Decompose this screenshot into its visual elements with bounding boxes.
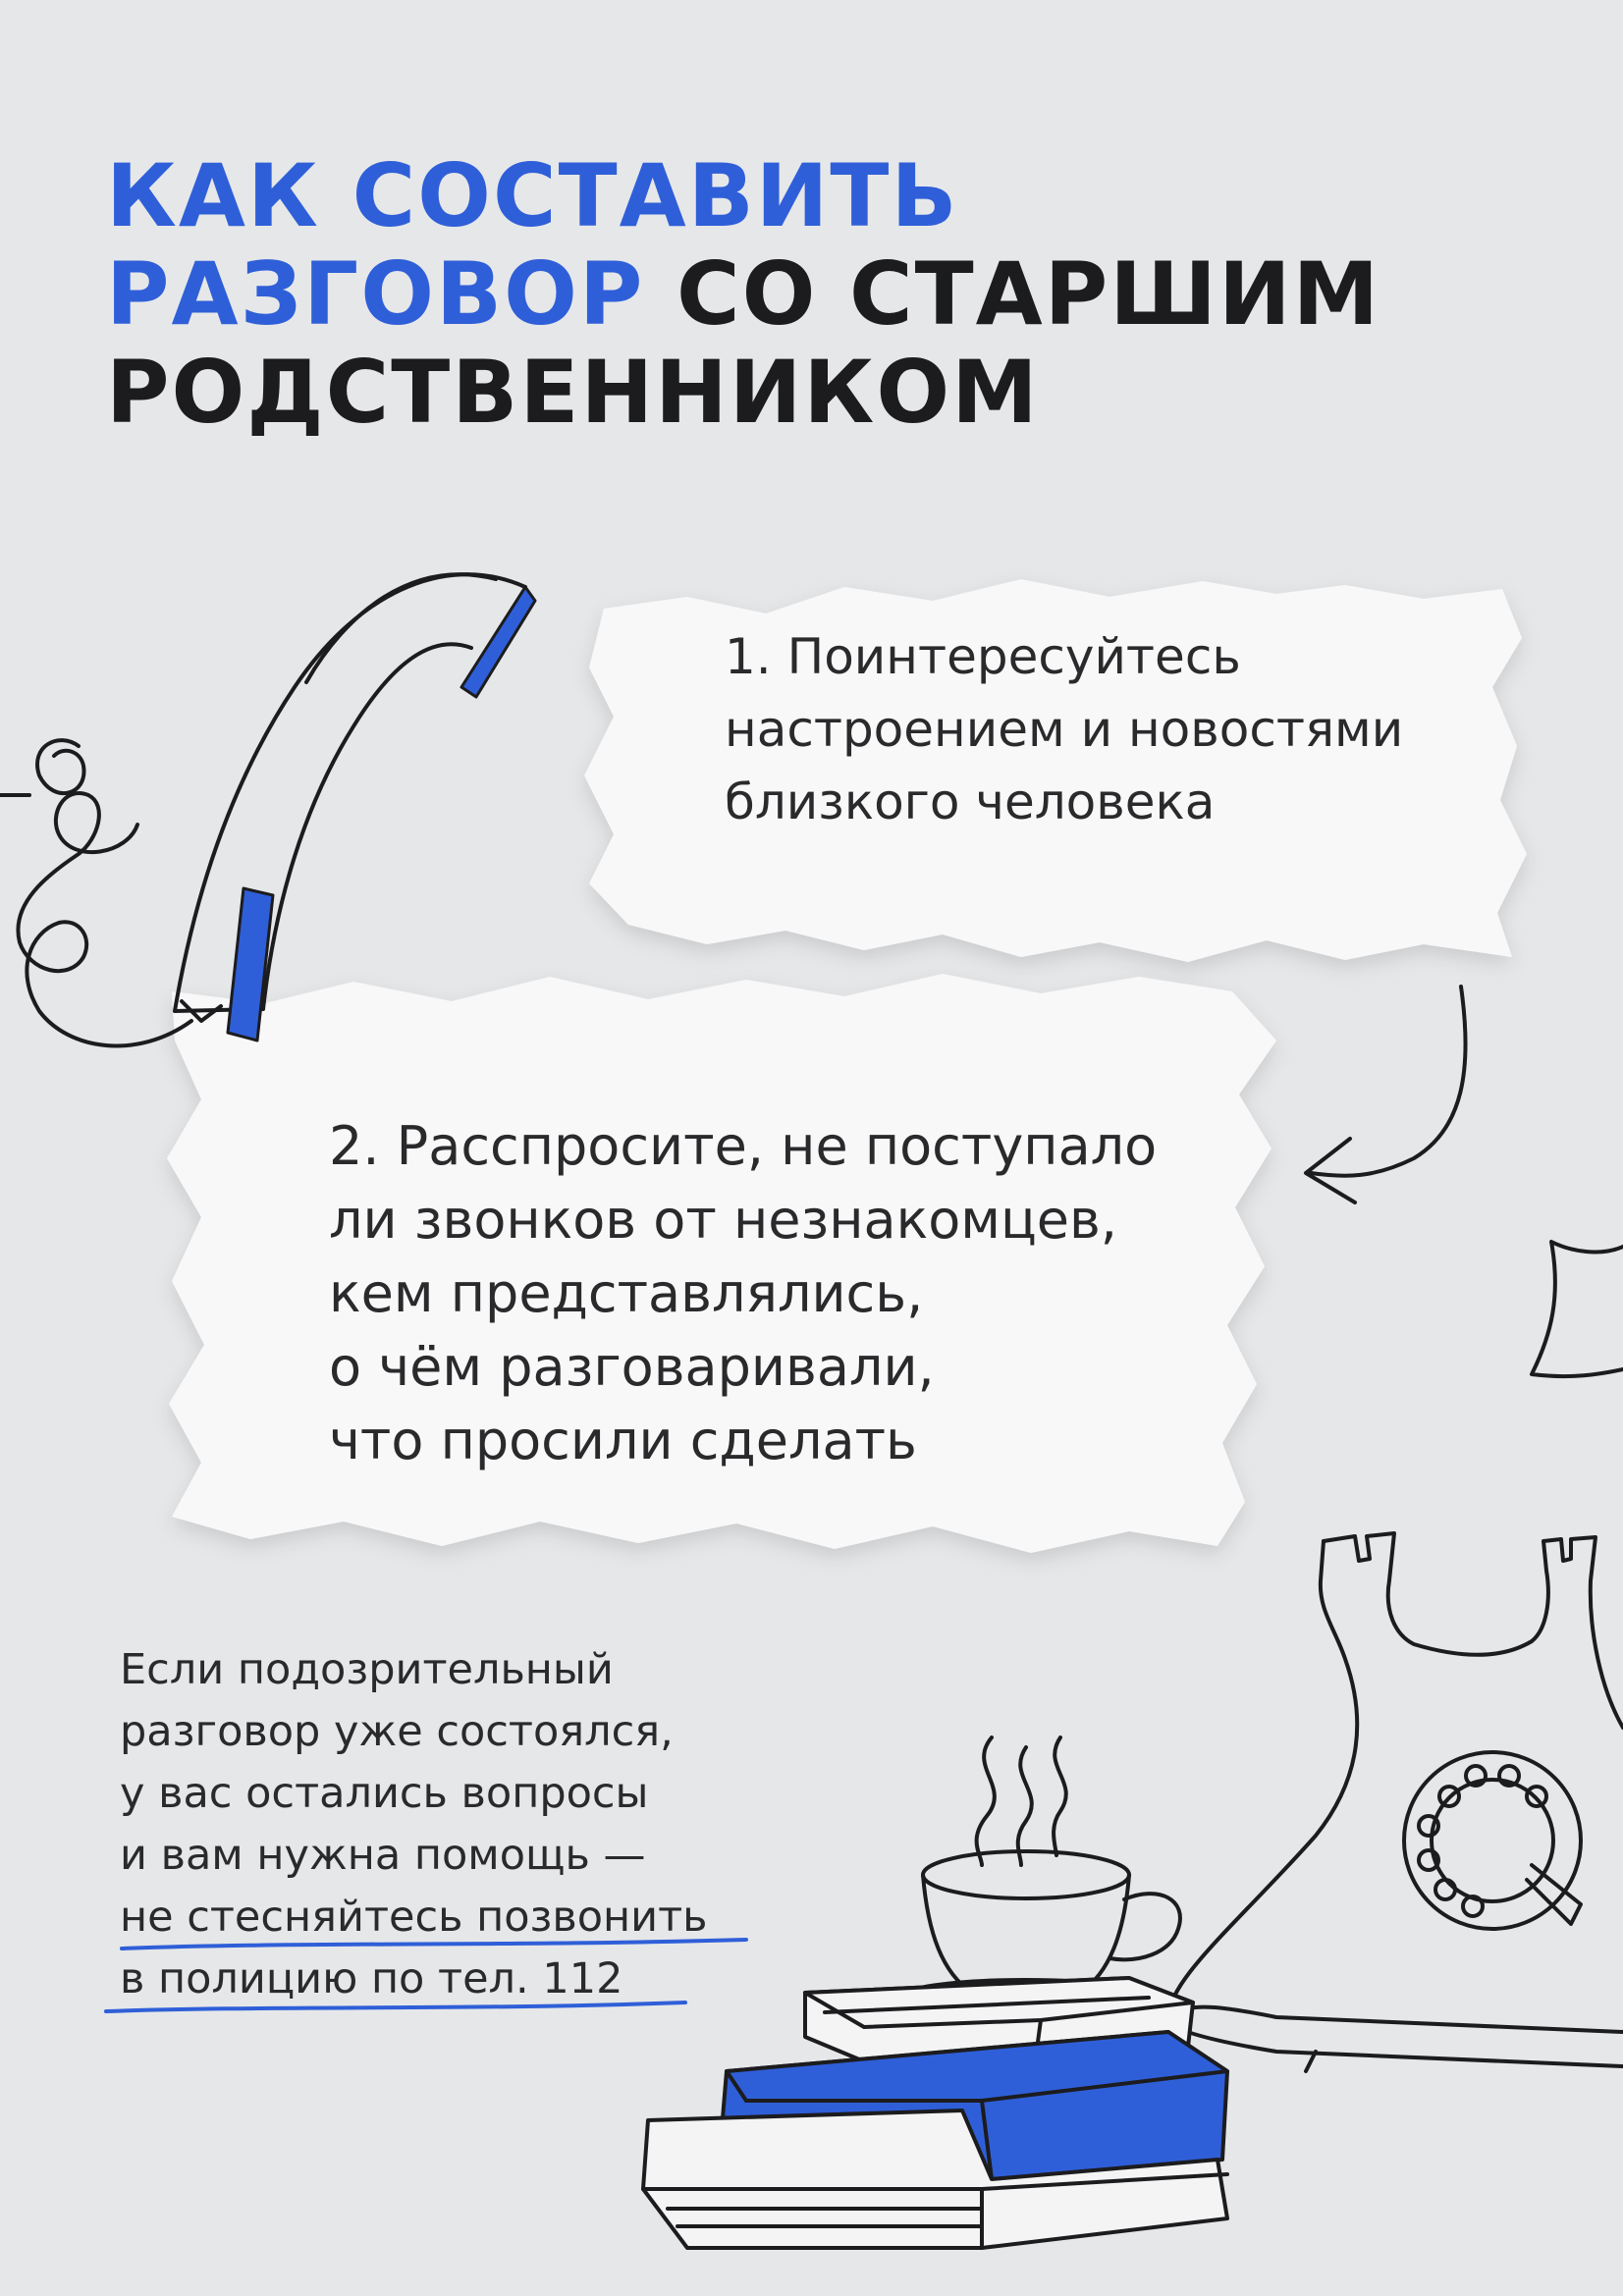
info-line-underlined: не стесняйтесь позвонить	[120, 1893, 708, 1942]
note-2-line: 2. Расспросите, не поступало	[329, 1115, 1158, 1177]
info-line-underlined: в полицию по тел. 112	[120, 1954, 623, 2003]
note-1	[725, 620, 1403, 838]
note-2	[329, 1109, 1157, 1477]
note-2-line: ли звонков от незнакомцев,	[329, 1189, 1117, 1251]
title-line-1: КАК СОСТАВИТЬ	[106, 145, 959, 246]
note-1-line: близкого человека	[725, 774, 1216, 830]
note-2-line: о чём разговаривали,	[329, 1336, 935, 1398]
info-line: Если подозрительный	[120, 1645, 614, 1694]
title-line-2-rest: СО СТАРШИМ	[676, 243, 1381, 345]
help-info	[120, 1639, 708, 2010]
title-line-2-accent: РАЗГОВОР	[106, 243, 645, 345]
note-1-line: настроением и новостями	[725, 701, 1404, 758]
note-2-line: кем представлялись,	[329, 1262, 924, 1324]
title-line-3: РОДСТВЕННИКОМ	[106, 342, 1040, 443]
info-line: у вас остались вопросы	[120, 1769, 649, 1818]
info-line: разговор уже состоялся,	[120, 1707, 674, 1756]
info-line: и вам нужна помощь —	[120, 1831, 646, 1880]
note-2-line: что просили сделать	[329, 1410, 917, 1471]
page-title	[106, 147, 1380, 442]
note-1-line: 1. Поинтересуйтесь	[725, 628, 1241, 685]
